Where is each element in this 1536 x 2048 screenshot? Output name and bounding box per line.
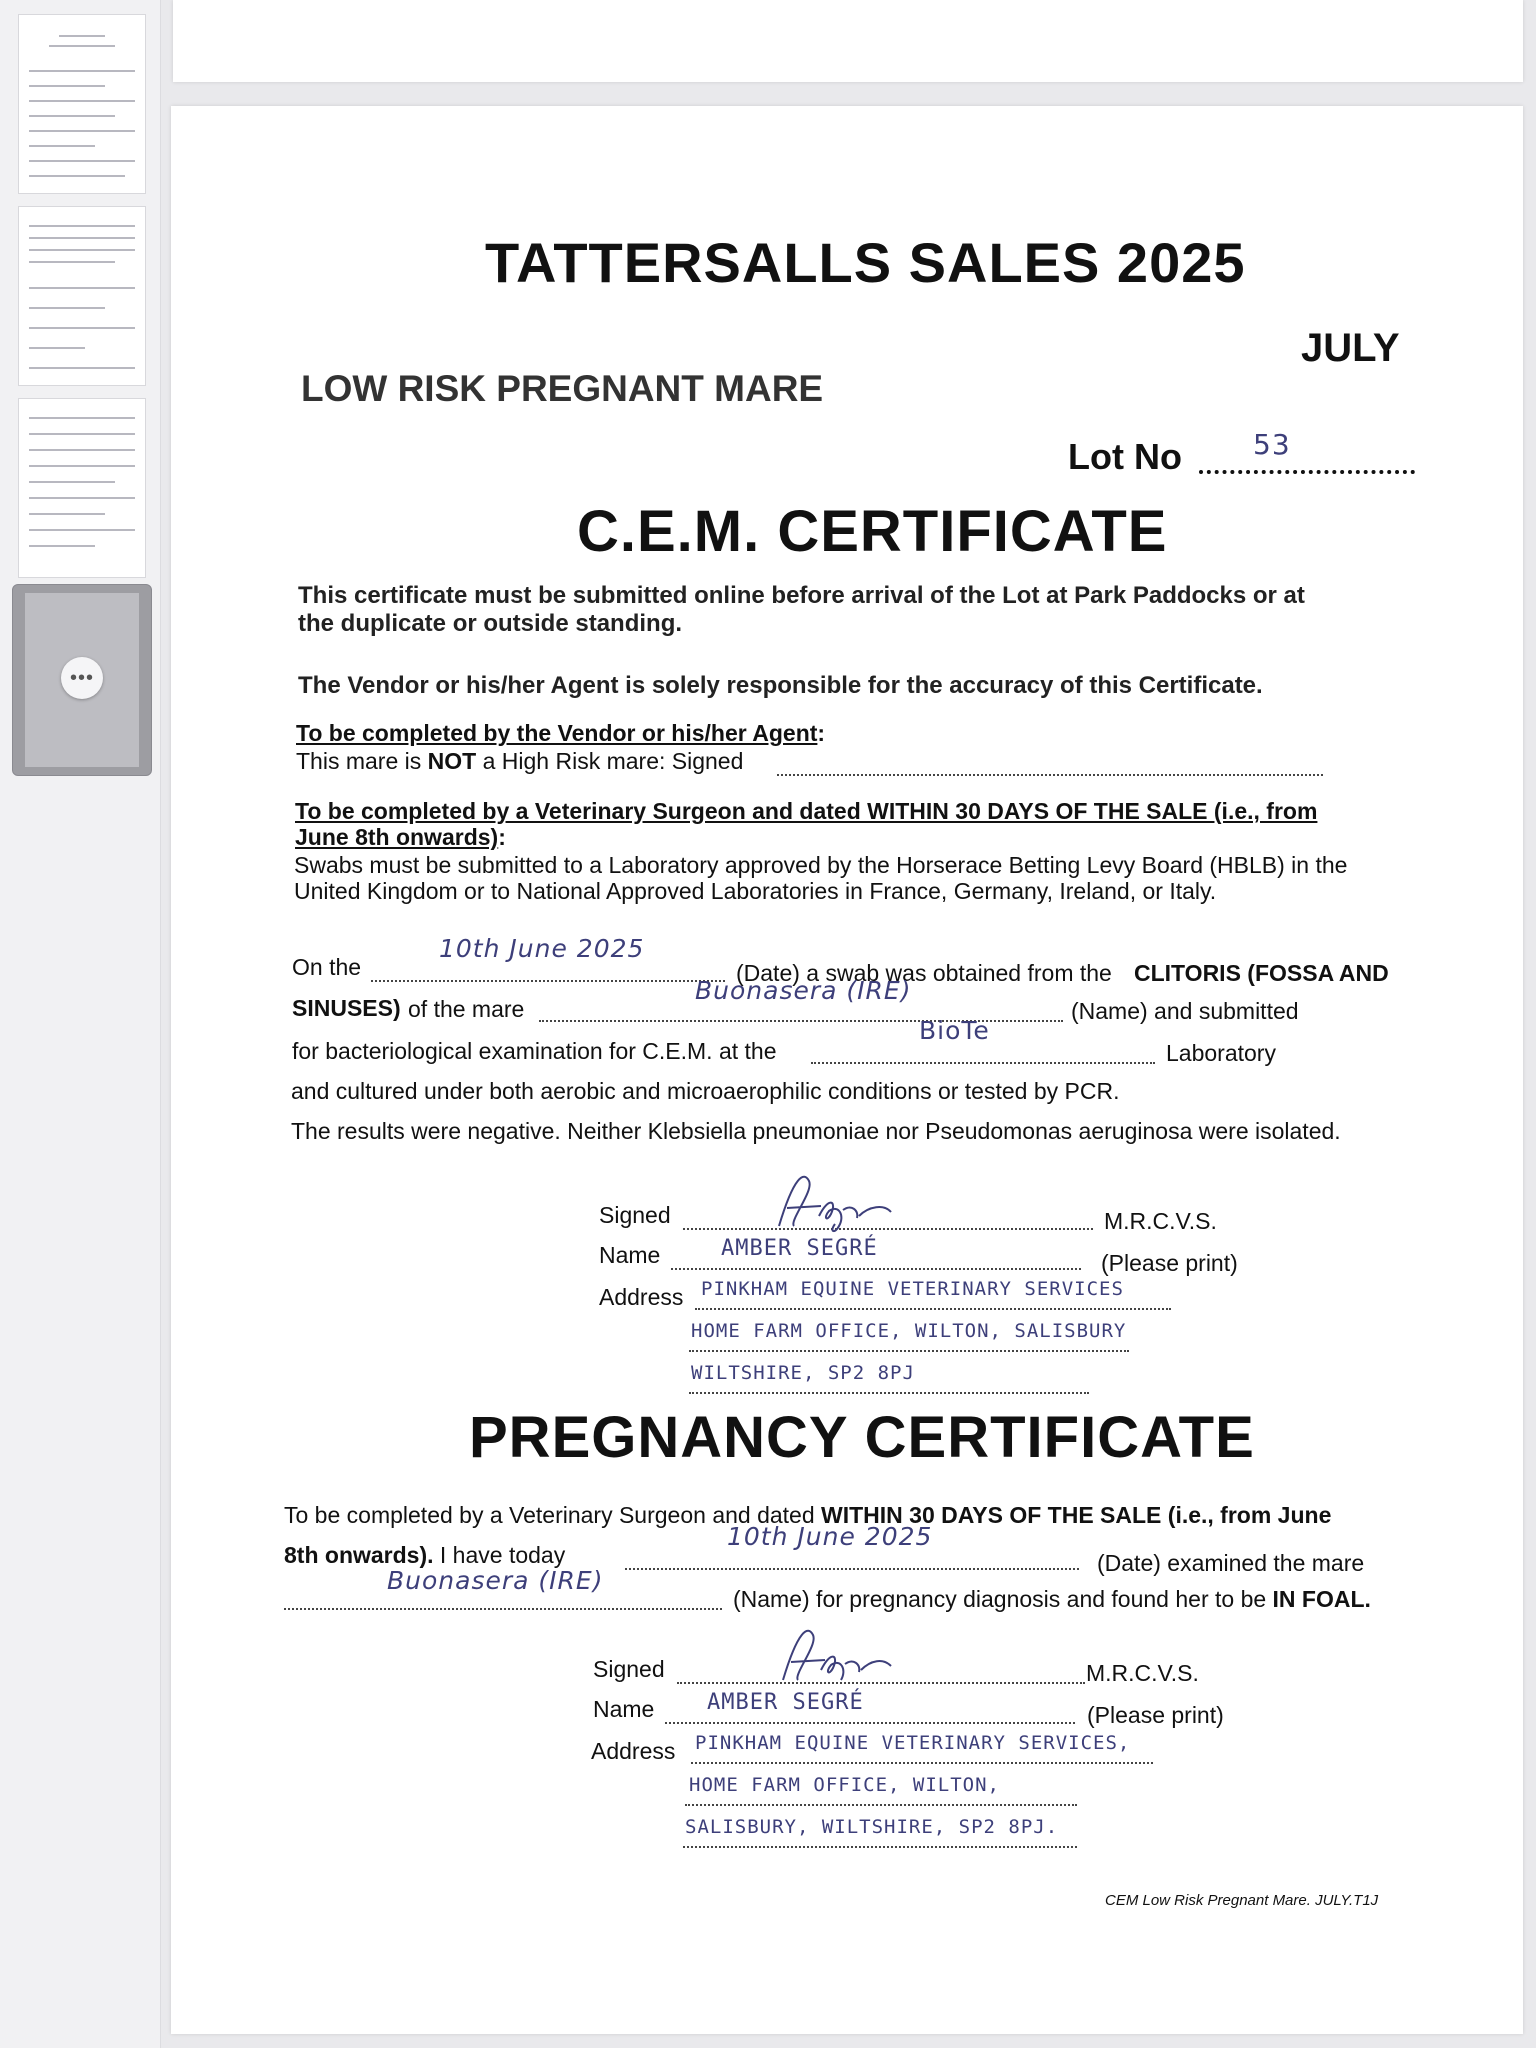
cem-title: C.E.M. CERTIFICATE	[577, 499, 1168, 564]
cem-vet-name: AMBER SEGRÉ	[721, 1236, 878, 1261]
lot-label: Lot No	[1068, 436, 1182, 477]
cem-intro-1: This certificate must be submitted online before arrival of the Lot at Park Paddocks or at	[298, 582, 1305, 609]
document-title: TATTERSALLS SALES 2025	[485, 231, 1246, 294]
cultured-note: and cultured under both aerobic and microaerophilic conditions or tested by PCR.	[291, 1078, 1120, 1104]
footer-code: CEM Low Risk Pregnant Mare. JULY.T1J	[1105, 1892, 1379, 1909]
cem-address-line-3	[689, 1392, 1089, 1394]
thumbnail-sidebar	[0, 0, 161, 2048]
lot-number: 53	[1253, 428, 1291, 461]
preg-address-3: SALISBURY, WILTSHIRE, SP2 8PJ.	[685, 1816, 1059, 1838]
preg-date-line	[625, 1568, 1079, 1570]
lot-dotted-line	[1199, 470, 1415, 474]
preg-name-label: Name	[593, 1696, 655, 1722]
page-thumbnail-1[interactable]	[18, 14, 146, 194]
cem-address-line-2	[689, 1350, 1129, 1352]
vet-heading-2: June 8th onwards):	[295, 824, 506, 850]
results-note: The results were negative. Neither Klebsiella pneumoniae nor Pseudomonas aeruginosa were isolated.	[291, 1118, 1341, 1144]
of-the-mare-label: of the mare	[408, 996, 525, 1022]
subtitle: LOW RISK PREGNANT MARE	[301, 368, 824, 409]
date-after: (Date) a swab was obtained from the	[736, 960, 1112, 986]
page-thumbnail-2[interactable]	[18, 206, 146, 386]
preg-mrcvs: M.R.C.V.S.	[1086, 1660, 1199, 1686]
sale-month: JULY	[1301, 326, 1400, 370]
mare-name: Buonasera (IRE)	[695, 976, 912, 1005]
bact-exam: for bacteriological examination for C.E.M. at the	[292, 1038, 777, 1064]
clitoris-label: CLITORIS (FOSSA AND	[1134, 960, 1389, 986]
vet-heading-1: To be completed by a Veterinary Surgeon and dated WITHIN 30 DAYS OF THE SALE (i.e., from	[295, 798, 1318, 824]
vendor-heading: To be completed by the Vendor or his/her Agent:	[296, 720, 826, 746]
lab-name: BioTe	[919, 1016, 990, 1045]
cem-address-label: Address	[599, 1284, 684, 1310]
preg-address-2: HOME FARM OFFICE, WILTON,	[689, 1774, 1000, 1796]
preg-line-1: To be completed by a Veterinary Surgeon and dated WITHIN 30 DAYS OF THE SALE (i.e., from June	[284, 1502, 1332, 1528]
preg-address-line-1	[691, 1762, 1153, 1764]
cem-mrcvs: M.R.C.V.S.	[1104, 1208, 1217, 1234]
cem-name-line	[671, 1268, 1081, 1270]
responsibility-note: The Vendor or his/her Agent is solely responsible for the accuracy of this Certificate.	[298, 672, 1263, 699]
swab-note-1: Swabs must be submitted to a Laboratory approved by the Horserace Betting Levy Board (HBLB) in the	[294, 852, 1348, 878]
preg-address-line-2	[685, 1804, 1077, 1806]
cem-signed-label: Signed	[599, 1202, 671, 1228]
cem-address-2: HOME FARM OFFICE, WILTON, SALISBURY	[691, 1320, 1127, 1342]
lab-line	[811, 1062, 1155, 1064]
cem-name-label: Name	[599, 1242, 661, 1268]
date-line	[371, 980, 725, 982]
preg-name-line	[665, 1722, 1075, 1724]
preg-date-after: (Date) examined the mare	[1097, 1550, 1365, 1576]
cem-address-3: WILTSHIRE, SP2 8PJ	[691, 1362, 915, 1384]
preg-address-label: Address	[591, 1738, 676, 1764]
preg-address-1: PINKHAM EQUINE VETERINARY SERVICES,	[695, 1732, 1131, 1754]
cem-address-line-1	[695, 1308, 1171, 1310]
pregnancy-title: PREGNANCY CERTIFICATE	[469, 1405, 1255, 1470]
preg-signed-label: Signed	[593, 1656, 665, 1682]
name-submitted: (Name) and submitted	[1071, 998, 1299, 1024]
on-the-label: On the	[292, 954, 362, 980]
page-thumbnail-3[interactable]	[18, 398, 146, 578]
swab-date: 10th June 2025	[439, 934, 645, 963]
cem-address-1: PINKHAM EQUINE VETERINARY SERVICES	[701, 1278, 1124, 1300]
preg-mare-name: Buonasera (IRE)	[387, 1566, 604, 1595]
preg-signature-icon	[763, 1620, 903, 1696]
cem-signature-icon	[759, 1166, 909, 1246]
previous-page	[173, 0, 1523, 82]
cem-intro-2: the duplicate or outside standing.	[298, 610, 683, 637]
laboratory-label: Laboratory	[1166, 1040, 1276, 1066]
document-page	[171, 106, 1523, 2034]
preg-line-3: (Name) for pregnancy diagnosis and found her to be IN FOAL.	[733, 1586, 1371, 1612]
preg-line-2: 8th onwards). I have today	[284, 1542, 566, 1568]
page-thumbnail-4-current[interactable]	[12, 584, 152, 776]
vendor-signature-line	[777, 774, 1323, 776]
preg-vet-name: AMBER SEGRÉ	[707, 1690, 864, 1715]
preg-mare-line	[284, 1608, 722, 1610]
vendor-statement: This mare is NOT a High Risk mare: Signed	[296, 748, 744, 774]
swab-note-2: United Kingdom or to National Approved Laboratories in France, Germany, Ireland, or Italy.	[294, 878, 1217, 904]
sinuses-label: SINUSES)	[292, 995, 401, 1021]
preg-date: 10th June 2025	[727, 1522, 933, 1551]
more-options-icon[interactable]: •••	[61, 657, 103, 699]
cem-please-print: (Please print)	[1101, 1250, 1238, 1276]
preg-address-line-3	[683, 1846, 1077, 1848]
preg-please-print: (Please print)	[1087, 1702, 1224, 1728]
